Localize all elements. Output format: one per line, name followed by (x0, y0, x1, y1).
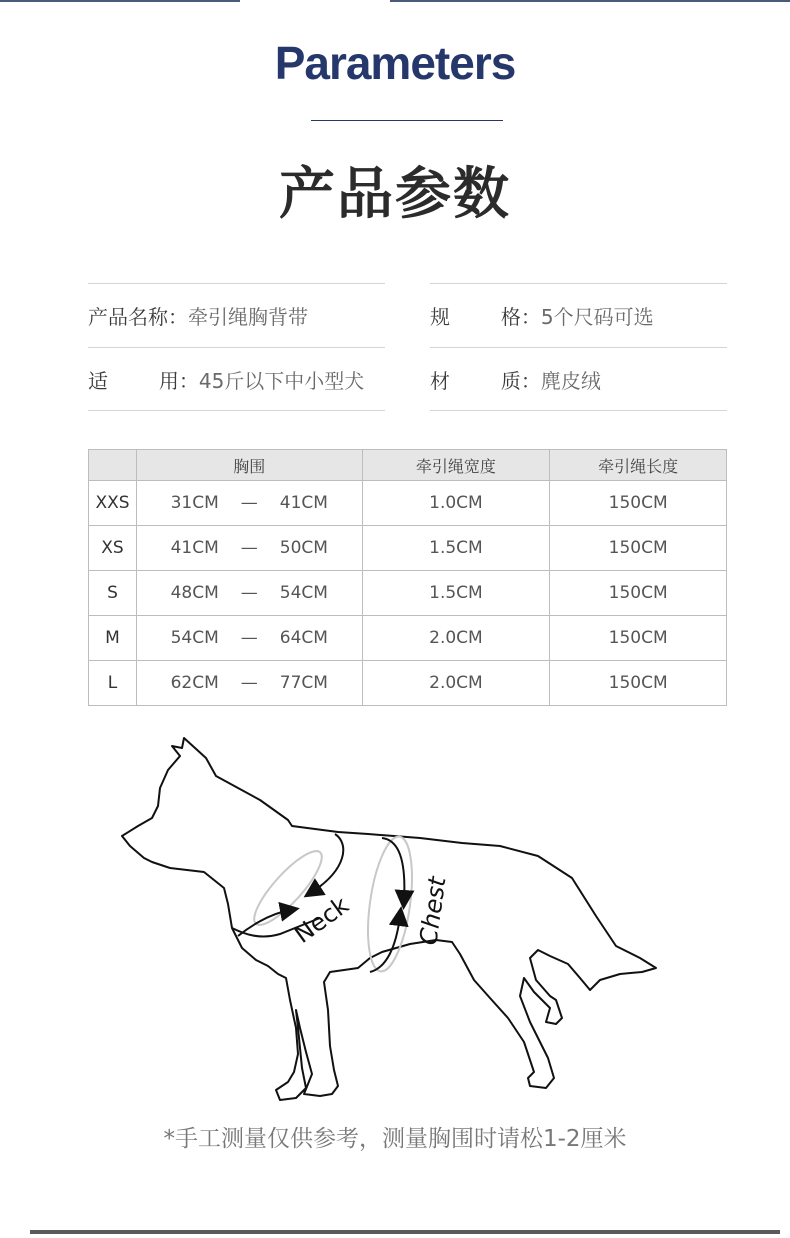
top-edge-line-right (390, 0, 790, 2)
spec-value: 麂皮绒 (540, 368, 601, 393)
spec-list-right (430, 283, 727, 411)
spec-row-material (430, 347, 727, 411)
chest-arrow-bottom (370, 916, 400, 972)
spec-row-spec (430, 283, 727, 347)
header-size (89, 450, 137, 481)
chest-cell (136, 661, 362, 706)
table-row (89, 661, 727, 706)
length-cell: 150CM (550, 481, 727, 526)
spec-row-suitable (88, 347, 385, 411)
table-row (89, 616, 727, 661)
chest-cell (136, 526, 362, 571)
chest-min: 62CM (170, 673, 219, 693)
top-edge-line-left (0, 0, 240, 2)
width-cell: 2.0CM (362, 616, 550, 661)
chest-max: 77CM (279, 673, 328, 693)
chest-max: 50CM (279, 538, 328, 558)
chest-min: 54CM (170, 628, 219, 648)
width-cell: 2.0CM (362, 661, 550, 706)
spec-list-left (88, 283, 385, 411)
dog-outline (122, 738, 656, 1100)
range-dash: — (240, 628, 258, 648)
range-dash: — (240, 493, 258, 513)
chest-cell (136, 571, 362, 616)
size-cell: XS (89, 526, 137, 571)
spec-key: 规 格： (430, 305, 541, 329)
spec-value: 牵引绳胸背带 (188, 305, 308, 329)
range-dash: — (240, 673, 258, 693)
page-title-en: Parameters (274, 37, 516, 89)
title-divider (311, 120, 503, 121)
spec-row-name (88, 283, 385, 347)
table-header-row (89, 450, 727, 481)
header-chest: 胸围 (136, 450, 362, 481)
dog-measurement-illustration (110, 728, 680, 1108)
width-cell: 1.5CM (362, 526, 550, 571)
length-cell: 150CM (550, 526, 727, 571)
chest-max: 64CM (279, 628, 328, 648)
size-cell: XXS (89, 481, 137, 526)
chest-max: 41CM (279, 493, 328, 513)
table-row (89, 481, 727, 526)
length-cell: 150CM (550, 661, 727, 706)
spec-key: 材 质： (430, 368, 541, 393)
table-row (89, 571, 727, 616)
chest-min: 48CM (170, 583, 219, 603)
spec-key: 产品名称： (88, 305, 188, 329)
table-row (89, 526, 727, 571)
size-cell: S (89, 571, 137, 616)
length-cell: 150CM (550, 571, 727, 616)
width-cell: 1.5CM (362, 571, 550, 616)
bottom-divider (30, 1230, 780, 1234)
size-cell: M (89, 616, 137, 661)
size-cell: L (89, 661, 137, 706)
range-dash: — (240, 538, 258, 558)
length-cell: 150CM (550, 616, 727, 661)
header-length: 牵引绳长度 (550, 450, 727, 481)
spec-value: 45斤以下中小型犬 (198, 368, 365, 393)
neck-arrow-top (312, 834, 343, 892)
width-cell: 1.0CM (362, 481, 550, 526)
chest-max: 54CM (279, 583, 328, 603)
chest-min: 41CM (170, 538, 219, 558)
spec-value: 5个尺码可选 (540, 305, 654, 329)
header-width: 牵引绳宽度 (362, 450, 550, 481)
measurement-note: *手工测量仅供参考，测量胸围时请松1-2厘米 (163, 1126, 627, 1152)
chest-cell (136, 481, 362, 526)
chest-label: Chest (414, 874, 452, 947)
chest-min: 31CM (170, 493, 219, 513)
range-dash: — (240, 583, 258, 603)
chest-cell (136, 616, 362, 661)
size-table (88, 449, 727, 706)
neck-label: Neck (289, 891, 354, 949)
spec-key: 适 用： (88, 368, 199, 393)
page-title-cn: 产品参数 (279, 162, 511, 227)
